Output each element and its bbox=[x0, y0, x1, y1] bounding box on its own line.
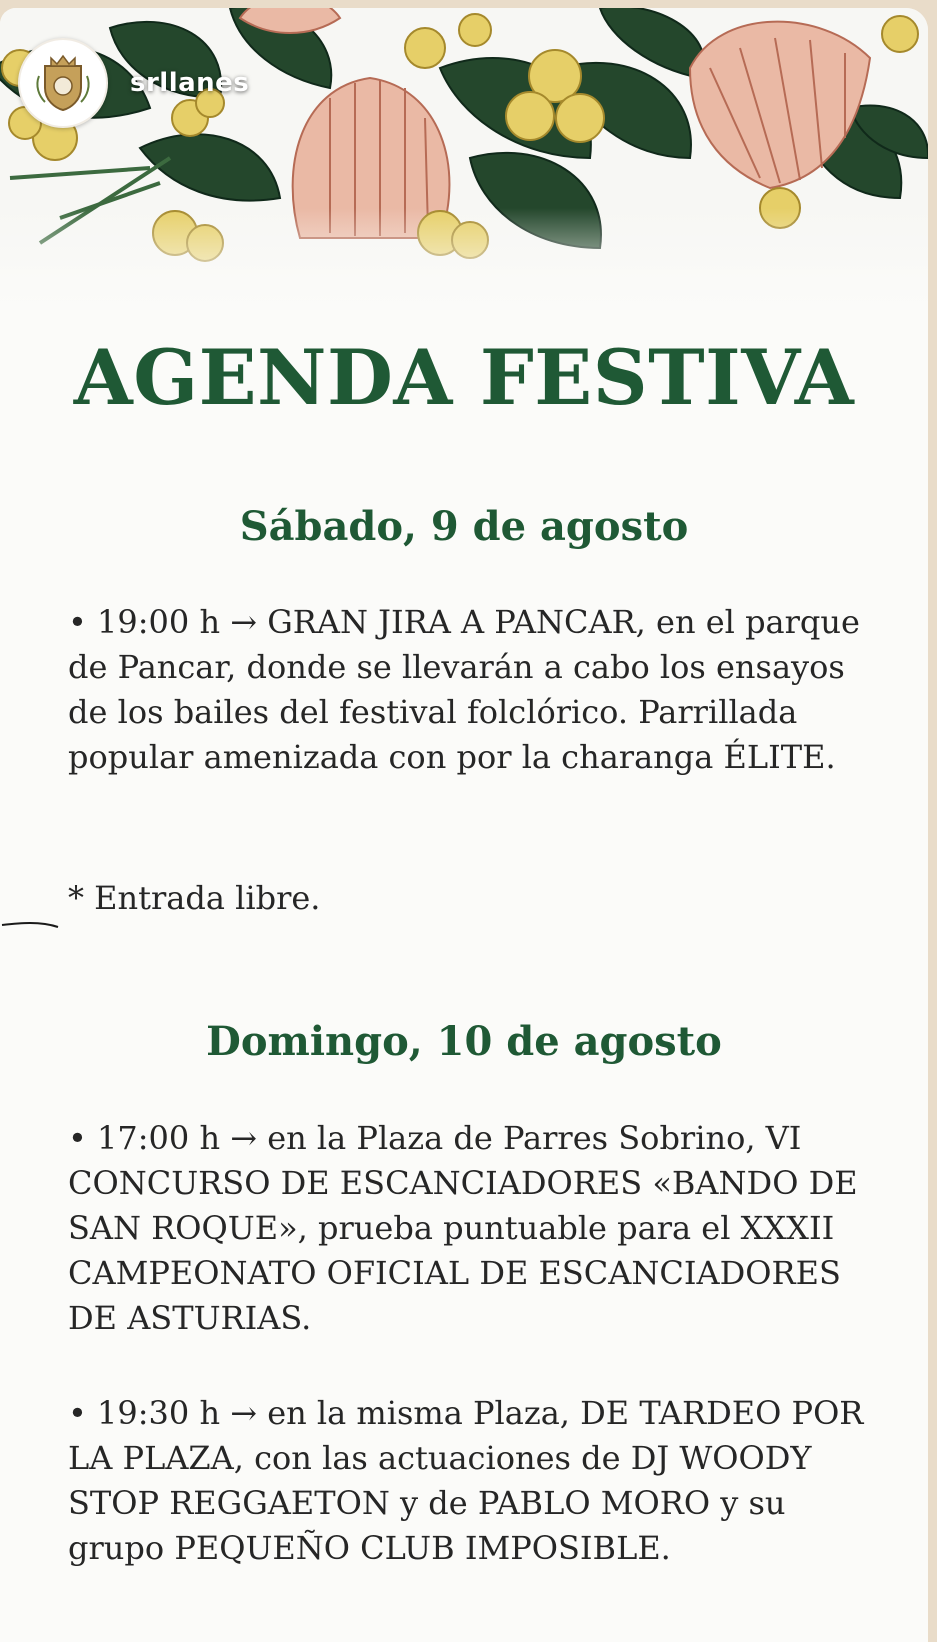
club-logo-icon bbox=[33, 52, 93, 114]
story-card bbox=[0, 8, 928, 1642]
page-title: AGENDA FESTIVA bbox=[73, 333, 855, 422]
story-header[interactable] bbox=[18, 38, 249, 128]
day-heading-saturday: Sábado, 9 de agosto bbox=[239, 503, 689, 550]
event-item: • 19:00 h → GRAN JIRA A PANCAR, en el parque de Pancar, donde se llevarán a cabo los ensayos de los bailes del festival folclórico. Parrillada popular amenizada con por la charanga ÉLITE. bbox=[68, 603, 860, 776]
account-username[interactable]: srllanes bbox=[130, 68, 250, 98]
event-item: • 17:00 h → en la Plaza de Parres Sobrino, VI CONCURSO DE ESCANCIADORES «BANDO DE SAN ROQUE», prueba puntuable para el XXXII CAMPEONATO OFICIAL DE ESCANCIADORES DE ASTURIAS. bbox=[68, 1119, 858, 1337]
event-item: • 19:30 h → en la misma Plaza, DE TARDEO POR LA PLAZA, con las actuaciones de DJ WOODY STOP REGGAETON y de PABLO MORO y su grupo PEQUEÑO CLUB IMPOSIBLE. bbox=[68, 1394, 864, 1567]
pen-stroke-mark bbox=[0, 913, 70, 933]
day-heading-sunday: Domingo, 10 de agosto bbox=[206, 1018, 722, 1065]
entry-note: * Entrada libre. bbox=[68, 879, 321, 917]
avatar[interactable] bbox=[18, 38, 108, 128]
